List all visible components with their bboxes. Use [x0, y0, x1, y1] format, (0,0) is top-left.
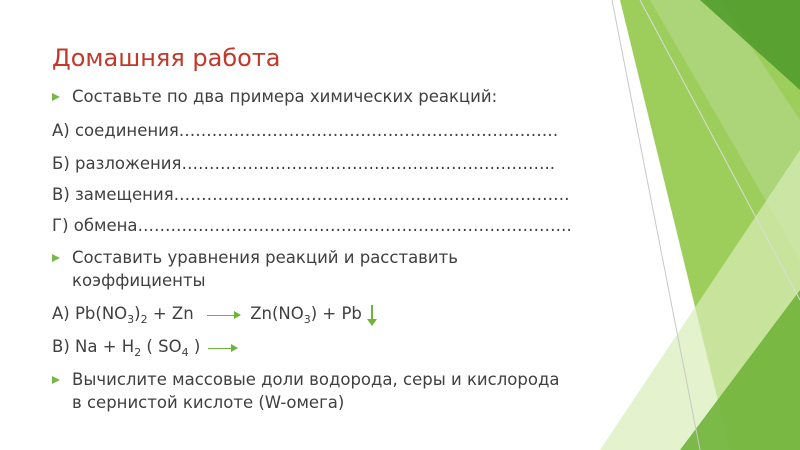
reaction-arrow-icon	[208, 342, 238, 354]
reaction-arrow-icon	[207, 309, 241, 321]
equation-a-reactant: А) Pb(NO	[52, 304, 128, 323]
equation-b-reactant: В) Na + H	[52, 337, 135, 356]
equation-a-subscript: 3	[127, 313, 135, 326]
bullet-text: Вычислите массовые доли водорода, серы и кислорода	[72, 370, 560, 389]
bullet-text-continued: коэффициенты	[72, 271, 206, 290]
equation-a-bracket: )	[134, 304, 141, 323]
equation-a-product: Zn(NO	[250, 304, 304, 323]
equation-b-subscript: 2	[134, 346, 142, 359]
bullet-arrow-icon	[52, 93, 60, 101]
bullet-arrow-icon	[52, 376, 60, 384]
bullet-text-continued: в сернистой кислоте (W-омега)	[72, 393, 345, 412]
equation-b-end: )	[188, 337, 201, 356]
bullet-arrow-icon	[52, 254, 60, 262]
bullet-text: Составить уравнения реакций и расставить	[72, 248, 458, 267]
slide-title: Домашняя работа	[52, 44, 281, 72]
equation-a-plus-zn: + Zn	[147, 304, 194, 323]
precipitate-arrow-icon	[367, 305, 377, 327]
reaction-type-b: Б) разложения…………………………………………………………..	[52, 154, 555, 173]
equation-a-subscript: 3	[303, 313, 311, 326]
equation-b-sulfate: ( SO	[141, 337, 182, 356]
bullet-text: Составьте по два примера химических реакций:	[72, 87, 498, 106]
equation-a	[52, 302, 377, 327]
equation-b-subscript: 4	[181, 346, 189, 359]
equation-b	[52, 335, 238, 358]
reaction-type-c: В) замещения………………………………………………………………	[52, 185, 570, 204]
equation-a-product-end: ) + Pb	[310, 304, 362, 323]
reaction-type-a: А) соединения……………………………………………………………	[52, 121, 559, 140]
equation-a-subscript: 2	[140, 313, 148, 326]
reaction-type-d: Г) обмена…………………………………………………………………….	[52, 216, 572, 235]
